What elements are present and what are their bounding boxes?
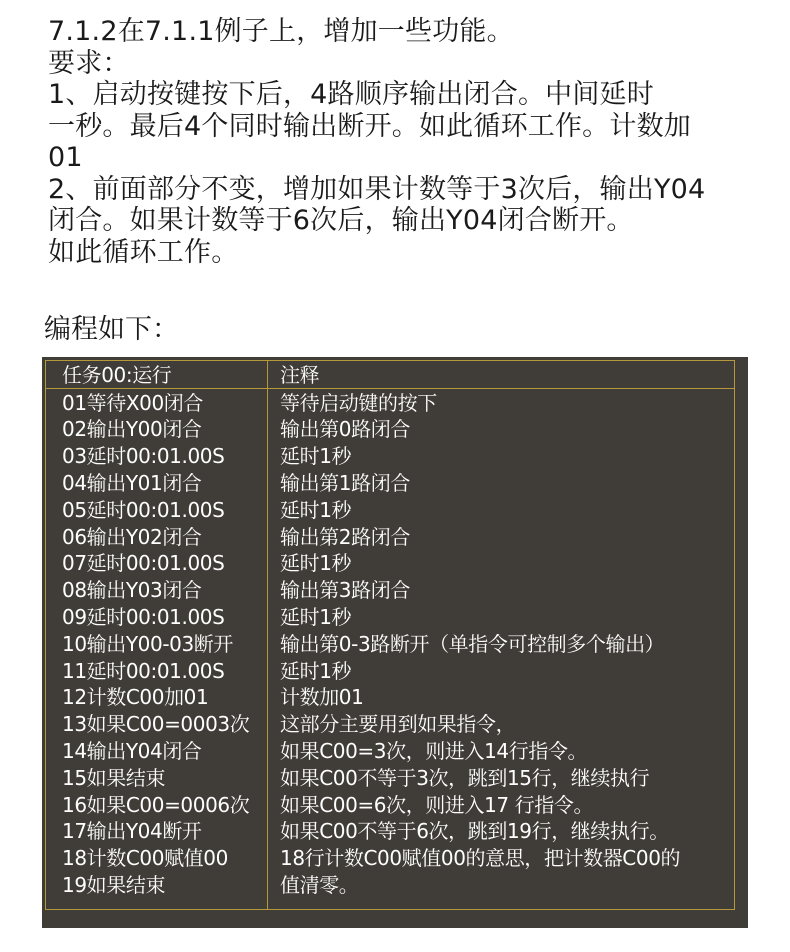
row-task: 12计数C00加01 — [62, 685, 209, 710]
row-task: 08输出Y03闭合 — [62, 578, 202, 603]
program-panel — [42, 357, 748, 928]
row-task: 13如果C00=0003次 — [62, 712, 250, 737]
row-note: 延时1秒 — [280, 604, 352, 629]
header-task: 任务00:运行 — [62, 363, 172, 387]
row-task: 07延时00:01.00S — [62, 551, 225, 576]
row-note: 如果C00=3次，则进入14行指令。 — [280, 738, 588, 763]
row-note: 延时1秒 — [280, 497, 352, 522]
row-task: 16如果C00=0006次 — [62, 792, 250, 817]
row-task: 09延时00:01.00S — [62, 604, 225, 629]
intro-line: 01 — [48, 142, 83, 173]
intro-line: 如此循环工作。 — [48, 236, 239, 268]
row-task: 06输出Y02闭合 — [62, 524, 202, 549]
row-task: 17输出Y04断开 — [62, 819, 202, 844]
row-note: 输出第0路闭合 — [280, 417, 410, 442]
intro-line: 1、启动按键按下后，4路顺序输出闭合。中间延时 — [48, 79, 654, 110]
row-note: 这部分主要用到如果指令， — [280, 712, 516, 737]
row-task: 10输出Y00-03断开 — [62, 631, 233, 656]
intro-line: 7.1.2在7.1.1例子上，增加一些功能。 — [48, 16, 514, 47]
row-task: 05延时00:01.00S — [62, 497, 225, 522]
intro-line: 一秒。最后4个同时输出断开。如此循环工作。计数加 — [48, 110, 691, 142]
row-note: 值清零。 — [280, 872, 359, 897]
row-note: 输出第1路闭合 — [280, 470, 410, 495]
row-note: 如果C00=6次，则进入17 行指令。 — [280, 792, 594, 817]
row-task: 14输出Y04闭合 — [62, 738, 202, 763]
header-note: 注释 — [280, 363, 320, 387]
row-note: 输出第3路闭合 — [280, 578, 410, 603]
row-task: 04输出Y01闭合 — [62, 470, 202, 495]
row-note: 输出第2路闭合 — [280, 524, 410, 549]
intro-line: 要求： — [48, 47, 130, 79]
row-task: 15如果结束 — [62, 765, 166, 790]
row-task: 02输出Y00闭合 — [62, 417, 202, 442]
row-note: 如果C00不等于6次，跳到19行，继续执行。 — [280, 819, 669, 844]
program-table — [45, 360, 735, 910]
intro-line: 2、前面部分不变，增加如果计数等于3次后，输出Y04 — [48, 173, 706, 205]
row-note: 延时1秒 — [280, 444, 352, 469]
row-note: 等待启动键的按下 — [280, 390, 437, 415]
coding-label: 编程如下： — [44, 314, 179, 345]
row-task: 18计数C00赋值00 — [62, 846, 228, 871]
row-task: 11延时00:01.00S — [62, 658, 225, 683]
row-task: 19如果结束 — [62, 872, 166, 897]
row-note: 计数加01 — [280, 685, 364, 710]
row-note: 如果C00不等于3次，跳到15行，继续执行 — [280, 765, 650, 790]
row-task: 01等待X00闭合 — [62, 390, 203, 415]
column-divider — [267, 361, 268, 909]
row-note: 延时1秒 — [280, 658, 352, 683]
row-note: 延时1秒 — [280, 551, 352, 576]
row-note: 18行计数C00赋值00的意思，把计数器C00的 — [280, 846, 681, 871]
intro-line: 闭合。如果计数等于6次后，输出Y04闭合断开。 — [48, 205, 634, 236]
intro-text — [48, 16, 778, 268]
row-task: 03延时00:01.00S — [62, 444, 225, 469]
row-note: 输出第0-3路断开（单指令可控制多个输出） — [280, 631, 665, 656]
